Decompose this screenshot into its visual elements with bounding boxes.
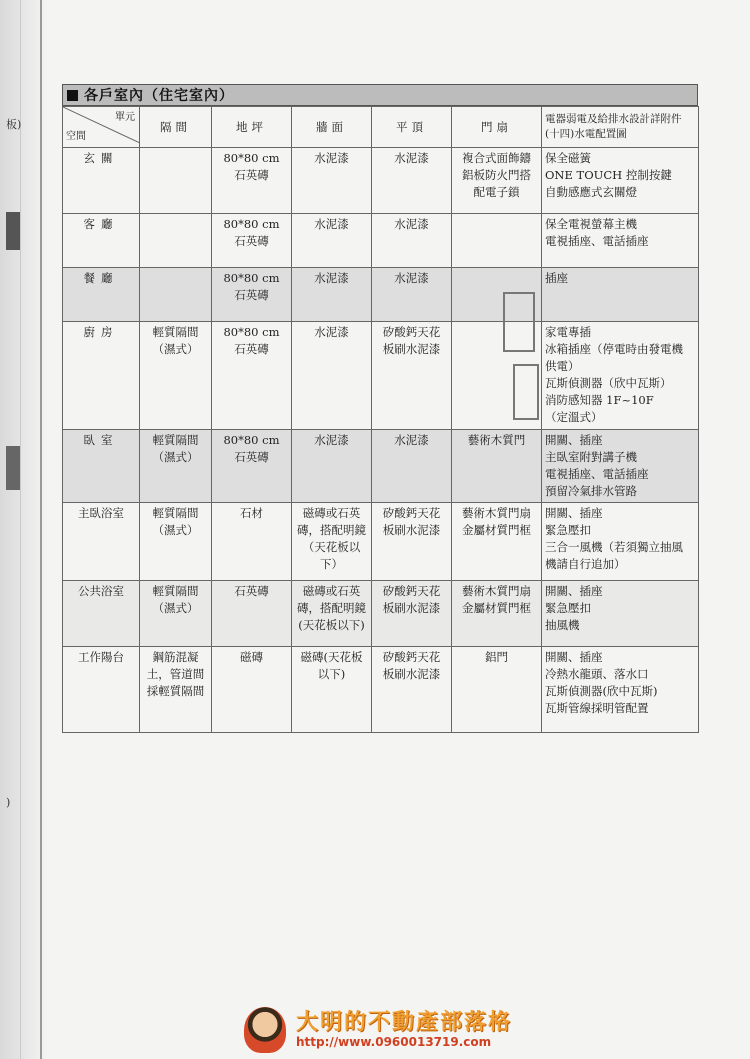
cell-line: 板刷水泥漆 <box>382 523 441 537</box>
spec-table <box>62 106 699 733</box>
cell-line: 80*80 cm <box>223 217 280 231</box>
cell-line: 藝術木質門扇 <box>462 584 531 598</box>
cell-line: 土，管道間 <box>146 667 205 681</box>
cell-line: 石英磚 <box>234 584 269 598</box>
cell-line: 石英磚 <box>234 342 269 356</box>
cell-electrical <box>542 581 699 647</box>
cell-line: 石英磚 <box>234 450 269 464</box>
cell-line: 預留冷氣排水管路 <box>545 484 637 498</box>
cell-space: 工作陽台 <box>63 647 140 733</box>
table-row <box>63 430 699 503</box>
cell-space: 客廳 <box>63 214 140 268</box>
header-ceiling: 平頂 <box>372 107 452 148</box>
cell-line: 藝術木質門 <box>467 433 526 447</box>
cell-line: 石英磚 <box>234 288 269 302</box>
cell-line: 瓦斯偵測器(欣中瓦斯) <box>545 684 658 698</box>
header-partition: 隔間 <box>140 107 212 148</box>
blog-url: http://www.0960013719.com <box>296 1035 492 1049</box>
cell-line: （天花板以 <box>302 540 361 554</box>
cell-floor <box>212 322 292 430</box>
section-header <box>62 84 698 106</box>
cell-partition <box>140 430 212 503</box>
cell-line: 下） <box>320 557 343 571</box>
cell-line: 石材 <box>240 506 263 520</box>
cell-line: 保全磁簧 <box>545 151 591 165</box>
cell-partition <box>140 503 212 581</box>
table-row <box>63 322 699 430</box>
cell-line: 水泥漆 <box>314 433 349 447</box>
cell-space: 玄關 <box>63 148 140 214</box>
cell-line: 水泥漆 <box>314 151 349 165</box>
cell-door <box>452 647 542 733</box>
cell-wall <box>292 430 372 503</box>
cell-electrical <box>542 647 699 733</box>
cell-line: 藝術木質門扇 <box>462 506 531 520</box>
cell-line: 80*80 cm <box>223 325 280 339</box>
binding-line-outer <box>20 0 21 1059</box>
cell-line: （濕式） <box>152 601 199 615</box>
cell-partition <box>140 322 212 430</box>
cell-line: 矽酸鈣天花 <box>382 584 441 598</box>
cell-line: 輕質隔間 <box>152 325 199 339</box>
cell-line: 自動感應式玄關燈 <box>545 185 637 199</box>
cell-door <box>452 430 542 503</box>
cell-floor <box>212 503 292 581</box>
cell-line: 緊急壓扣 <box>545 601 591 615</box>
cell-line: （濕式） <box>152 523 199 537</box>
cell-line: 保全電視螢幕主機 <box>545 217 637 231</box>
cell-ceiling <box>372 148 452 214</box>
cell-space: 臥室 <box>63 430 140 503</box>
cell-line: 消防感知器 1F~10F <box>545 393 654 407</box>
header-corner-cell <box>63 107 140 148</box>
cell-line: 瓦斯偵測器（欣中瓦斯） <box>545 376 672 390</box>
cell-line: 輕質隔間 <box>152 506 199 520</box>
cell-wall <box>292 268 372 322</box>
cell-line: 電視插座、電話插座 <box>545 234 649 248</box>
cell-line: （濕式） <box>152 450 199 464</box>
cell-line: 水泥漆 <box>394 271 429 285</box>
cell-line: 水泥漆 <box>394 151 429 165</box>
cell-line: 抽風機 <box>545 618 580 632</box>
cell-line: 石英磚 <box>234 234 269 248</box>
cell-line: 板刷水泥漆 <box>382 667 441 681</box>
header-wall: 牆面 <box>292 107 372 148</box>
cell-ceiling <box>372 322 452 430</box>
cell-line: (天花板以下) <box>298 618 365 632</box>
cell-line: 以下) <box>317 667 346 681</box>
blogger-avatar <box>244 1007 286 1053</box>
cell-line: 矽酸鈣天花 <box>382 325 441 339</box>
cell-line: 輕質隔間 <box>152 584 199 598</box>
header-space: 空間 <box>66 131 86 142</box>
table-row <box>63 503 699 581</box>
cell-wall <box>292 214 372 268</box>
cell-line: 磁磚(天花板 <box>300 650 363 664</box>
cell-line: 水泥漆 <box>394 217 429 231</box>
cell-space: 主臥浴室 <box>63 503 140 581</box>
cell-line: 採輕質隔間 <box>146 684 205 698</box>
margin-label-bottom: ) <box>6 796 11 809</box>
cell-ceiling <box>372 430 452 503</box>
cell-floor <box>212 647 292 733</box>
cell-floor <box>212 214 292 268</box>
cell-line: 石英磚 <box>234 168 269 182</box>
square-bullet-icon <box>67 90 78 101</box>
cell-line: 磁磚或石英 <box>302 506 361 520</box>
header-door: 門扇 <box>452 107 542 148</box>
cell-floor <box>212 430 292 503</box>
cell-line: 複合式面飾鑄 <box>462 151 531 165</box>
cell-floor <box>212 268 292 322</box>
cell-line: 磁磚 <box>240 650 263 664</box>
cell-partition <box>140 647 212 733</box>
cell-line: 緊急壓扣 <box>545 523 591 537</box>
cell-partition <box>140 268 212 322</box>
cell-door <box>452 214 542 268</box>
table-row <box>63 268 699 322</box>
cell-line: 冰箱插座（停電時由發電機 <box>545 342 683 356</box>
cell-line: 開關、插座 <box>545 433 603 447</box>
table-row <box>63 148 699 214</box>
cell-line: 輕質隔間 <box>152 433 199 447</box>
cell-line: 開關、插座 <box>545 650 603 664</box>
cell-floor <box>212 581 292 647</box>
footer-watermark <box>244 1003 524 1055</box>
cell-line: 金屬材質門框 <box>462 523 531 537</box>
cell-door <box>452 581 542 647</box>
cell-line: （濕式） <box>152 342 199 356</box>
cell-line: 金屬材質門框 <box>462 601 531 615</box>
cell-line: 供電） <box>545 359 580 373</box>
header-unit: 單元 <box>115 112 135 123</box>
cell-line: 磚，搭配明鏡 <box>297 523 366 537</box>
cell-line: ONE TOUCH 控制按鍵 <box>545 168 672 182</box>
cell-wall <box>292 148 372 214</box>
cell-line: 主臥室附對講子機 <box>545 450 637 464</box>
cell-door <box>452 503 542 581</box>
cell-space: 廚房 <box>63 322 140 430</box>
cell-wall <box>292 503 372 581</box>
table-header-row <box>63 107 699 148</box>
cell-line: 開關、插座 <box>545 506 603 520</box>
cell-line: 磁磚或石英 <box>302 584 361 598</box>
cell-line: 瓦斯管線採明管配置 <box>545 701 649 715</box>
cell-line: 磚，搭配明鏡 <box>297 601 366 615</box>
cell-electrical <box>542 322 699 430</box>
table-row <box>63 214 699 268</box>
section-title: 各戶室內（住宅室內） <box>84 88 234 104</box>
cell-line: 插座 <box>545 271 568 285</box>
cell-line: 機請自行追加） <box>545 557 626 571</box>
table-row <box>63 581 699 647</box>
blog-title: 大明的不動產部落格 <box>296 1010 513 1035</box>
cell-ceiling <box>372 581 452 647</box>
cell-wall <box>292 581 372 647</box>
cell-line: 鋁門 <box>485 650 508 664</box>
cell-partition <box>140 214 212 268</box>
cell-line: 鋼筋混凝 <box>152 650 199 664</box>
cell-line: 水泥漆 <box>394 433 429 447</box>
header-floor: 地坪 <box>212 107 292 148</box>
cell-partition <box>140 581 212 647</box>
cell-line: 板刷水泥漆 <box>382 601 441 615</box>
cell-line: 矽酸鈣天花 <box>382 506 441 520</box>
stamp-mark <box>503 292 535 352</box>
cell-line: 冷熱水龍頭、落水口 <box>545 667 649 681</box>
binding-line <box>40 0 42 1059</box>
cell-line: 水泥漆 <box>314 271 349 285</box>
cell-line: 80*80 cm <box>223 151 280 165</box>
cell-electrical <box>542 268 699 322</box>
cell-line: 水泥漆 <box>314 217 349 231</box>
cell-door <box>452 148 542 214</box>
cell-electrical <box>542 503 699 581</box>
cell-line: 電視插座、電話插座 <box>545 467 649 481</box>
header-electrical: 電器弱電及給排水設計詳附件 (十四)水電配置圖 <box>542 107 699 148</box>
cell-space: 餐廳 <box>63 268 140 322</box>
cell-line: 80*80 cm <box>223 433 280 447</box>
cell-line: 三合一風機（若須獨立抽風 <box>545 540 683 554</box>
margin-mark <box>6 212 20 250</box>
cell-space: 公共浴室 <box>63 581 140 647</box>
cell-line: 板刷水泥漆 <box>382 342 441 356</box>
cell-ceiling <box>372 503 452 581</box>
cell-wall <box>292 647 372 733</box>
cell-electrical <box>542 430 699 503</box>
table-row <box>63 647 699 733</box>
cell-line: 矽酸鈣天花 <box>382 650 441 664</box>
margin-label-top: 板) <box>6 118 22 131</box>
cell-line: （定溫式） <box>545 410 603 424</box>
cell-line: 家電專插 <box>545 325 591 339</box>
cell-line: 80*80 cm <box>223 271 280 285</box>
cell-ceiling <box>372 647 452 733</box>
cell-wall <box>292 322 372 430</box>
cell-line: 水泥漆 <box>314 325 349 339</box>
cell-line: 開關、插座 <box>545 584 603 598</box>
cell-electrical <box>542 214 699 268</box>
margin-mark <box>6 446 20 490</box>
cell-line: 鋁板防火門搭 <box>462 168 531 182</box>
cell-electrical <box>542 148 699 214</box>
cell-floor <box>212 148 292 214</box>
cell-line: 配電子鎖 <box>473 185 520 199</box>
cell-ceiling <box>372 214 452 268</box>
stamp-mark <box>513 364 539 420</box>
cell-ceiling <box>372 268 452 322</box>
cell-partition <box>140 148 212 214</box>
